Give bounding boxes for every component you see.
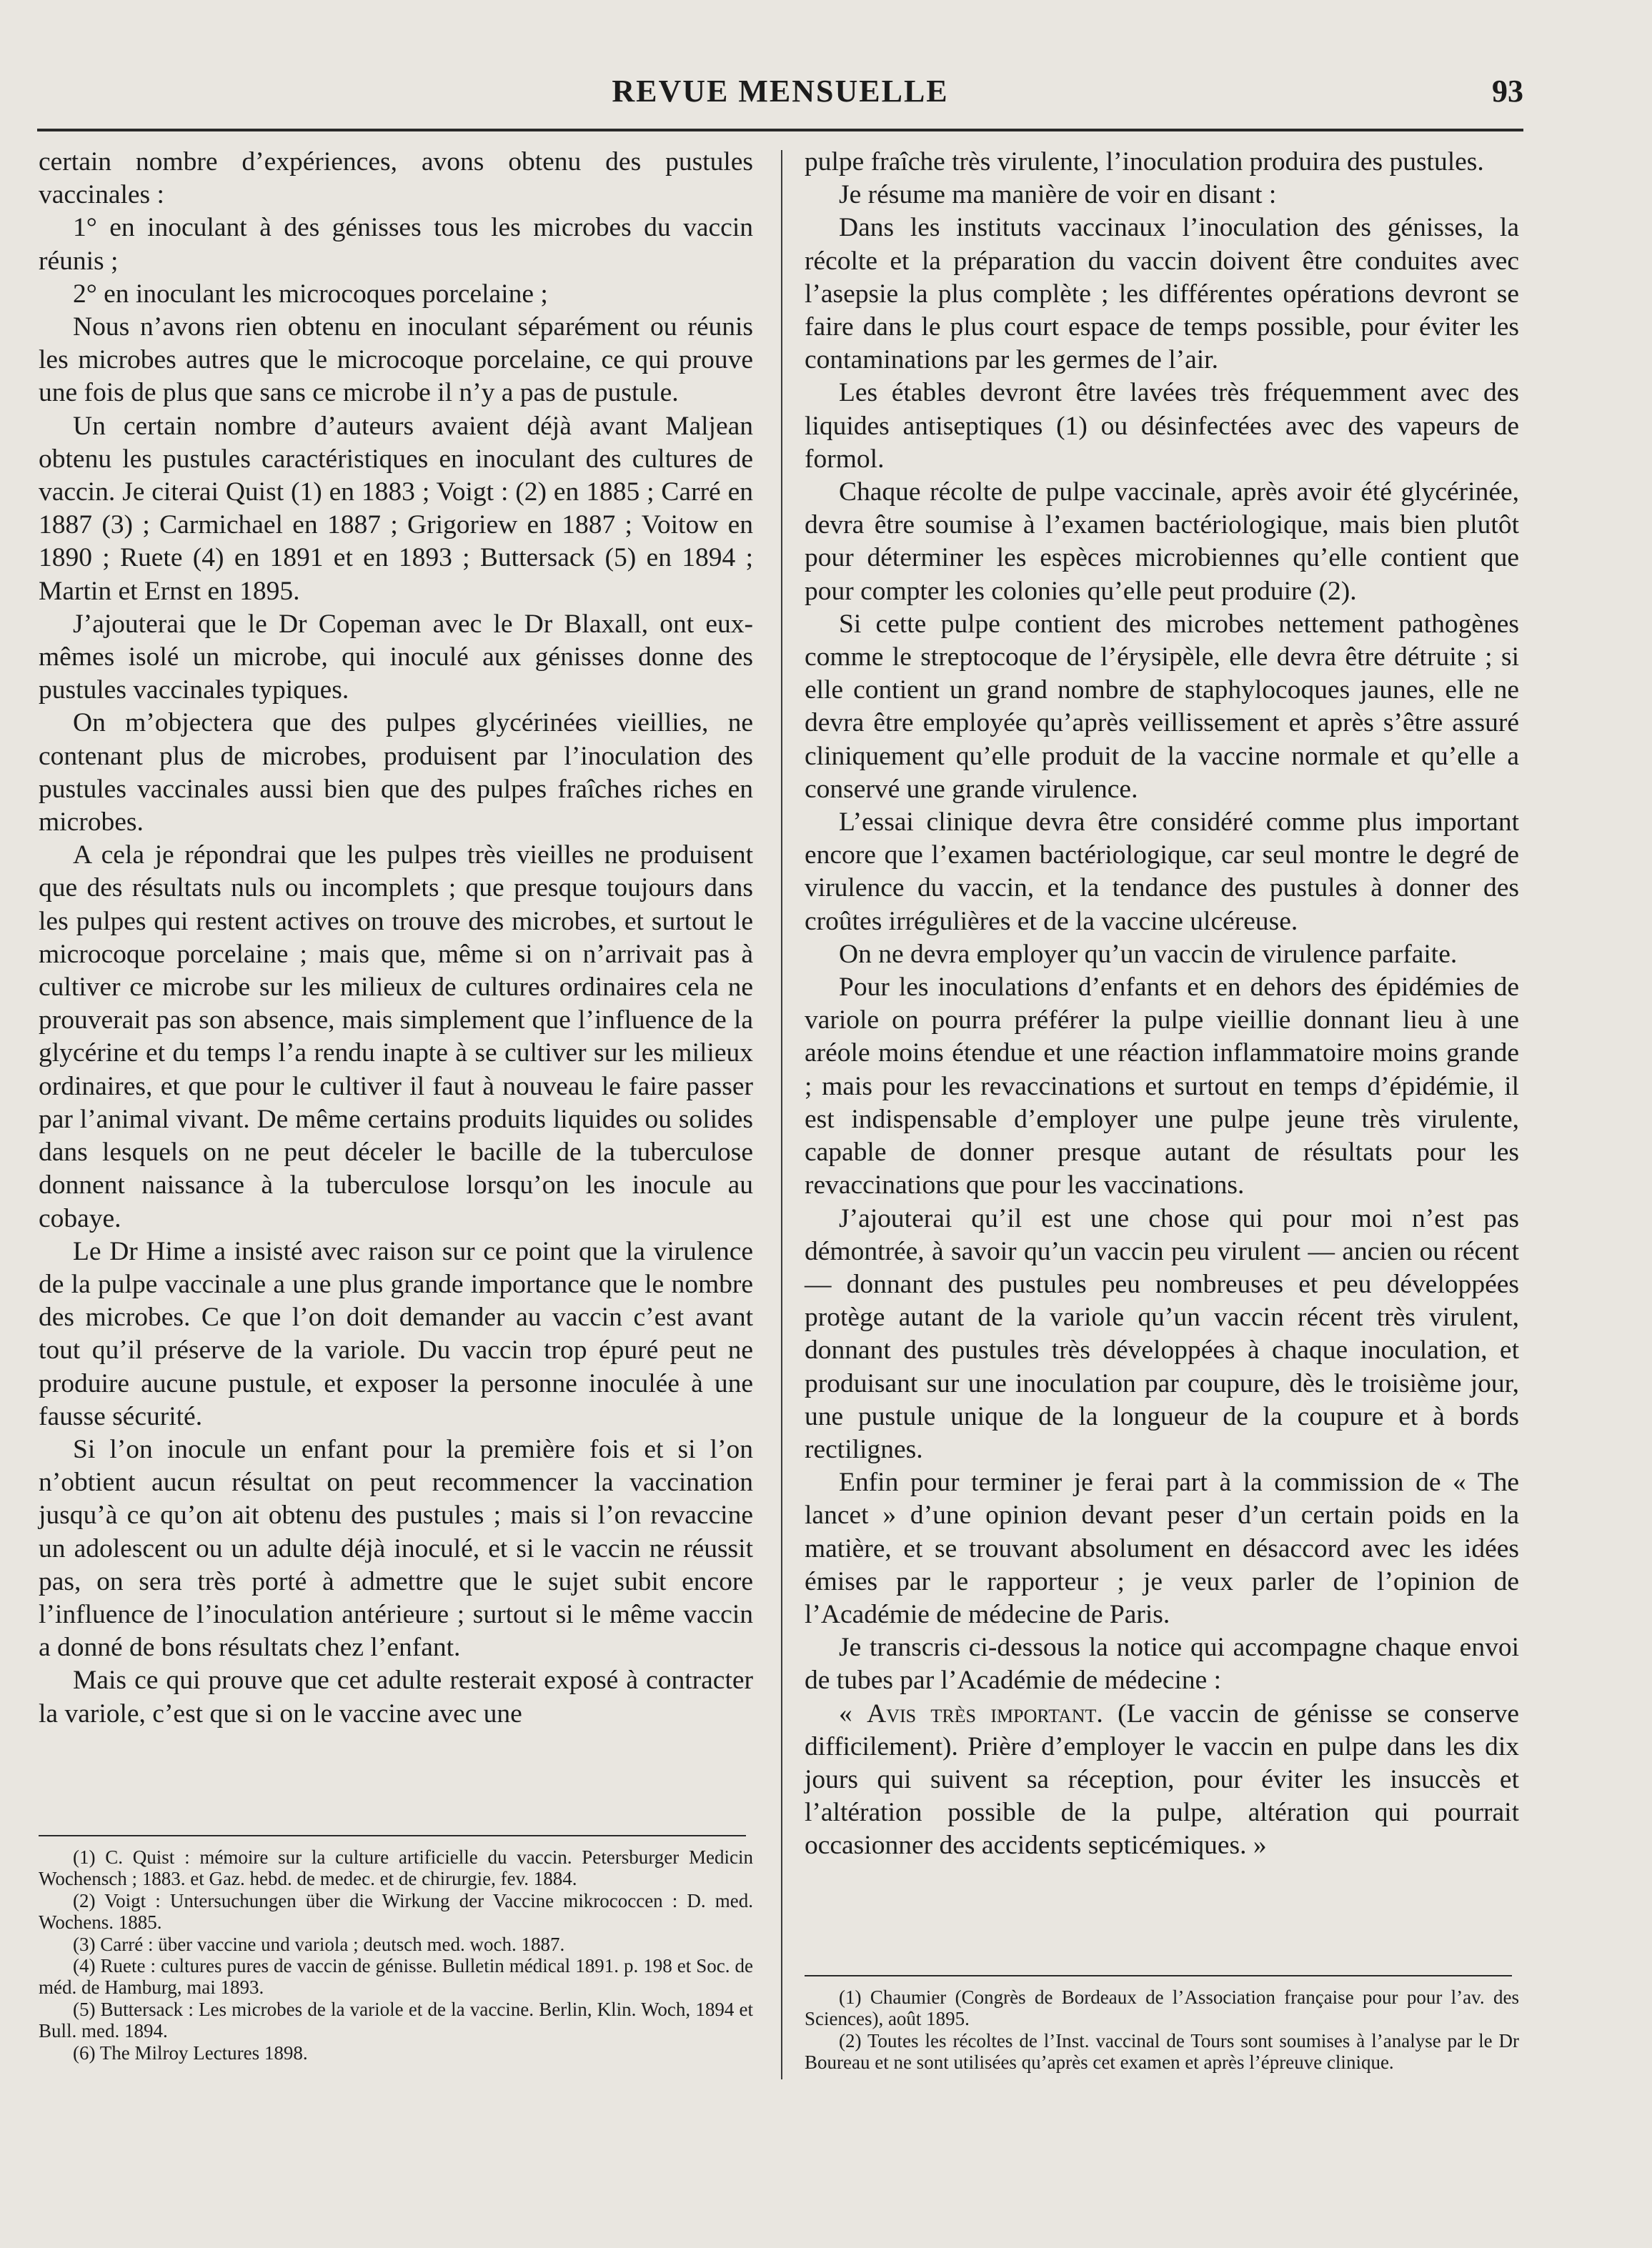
column-separator [781, 150, 782, 2079]
footnotes-right [805, 1986, 1519, 2074]
header-rule [37, 129, 1523, 131]
running-title: REVUE MENSUELLE [612, 74, 949, 109]
page-number: 93 [1492, 74, 1523, 109]
paragraph: certain nombre d’expériences, avons obtenu des pustules vaccinales : [39, 147, 753, 210]
notice-open: « [839, 1699, 867, 1729]
paragraph: Je transcris ci-dessous la notice qui accompagne chaque envoi de tubes par l’Académie de médecine : [805, 1633, 1519, 1696]
paragraph: Dans les instituts vaccinaux l’inoculation des génisses, la récolte et la préparation du vaccin doivent être conduites avec l’asepsie la plus complète ; les différentes opérations devront se faire dans le plus court espace de temps possible, pour éviter les contaminations par les germes de l’air. [805, 213, 1519, 375]
footnote: (1) C. Quist : mémoire sur la culture artificielle du vaccin. Petersburger Medicin Wochensch ; 1883. et Gaz. hebd. de medec. et de chirurgie, fev. 1884. [39, 1846, 753, 1890]
paragraph: L’essai clinique devra être considéré comme plus important encore que l’examen bactériologique, car seul montre le degré de virulence du vaccin, et la tendance des pustules à donner des croûtes irrégulières et de la vaccine ulcéreuse. [805, 807, 1519, 936]
paragraph: Si l’on inocule un enfant pour la première fois et si l’on n’obtient aucun résultat on peut recommencer la vaccination jusqu’à ce qu’on ait obtenu des pustules ; mais si l’on revaccine un adolescent ou un adulte déjà inoculé, et si le vaccin ne réussit pas, on sera très porté à admettre que le sujet subit encore l’influence de l’inoculation antérieure ; surtout si le même vaccin a donné de bons résultats chez l’enfant. [39, 1434, 753, 1663]
paragraph: On ne devra employer qu’un vaccin de virulence parfaite. [839, 939, 1458, 969]
notice-text: . (Le vaccin de génisse se conserve difficilement). Prière d’employer le vaccin en pulpe dans les dix jours qui suivent sa réception, pour éviter les insuccès et l’altération possible de la pulpe, altération qui pourrait occasionner des accidents septicémiques. » [805, 1699, 1520, 1861]
paragraph: Nous n’avons rien obtenu en inoculant séparément ou réunis les microbes autres que le microcoque porcelaine, ce qui prouve une fois de plus que sans ce microbe il n’y a pas de pustule. [39, 312, 753, 408]
paragraph: A cela je répondrai que les pulpes très vieilles ne produisent que des résultats nuls ou incomplets ; que presque toujours dans les pulpes qui restent actives on trouve des microbes, et surtout le microcoque porcelaine ; mais que, même si on n’arrivait pas à cultiver ce microbe sur les milieux de cultures ordinaires cela ne prouverait pas son absence, mais simplement que l’influence de la glycérine et du temps l’a rendu inapte à se cultiver sur les milieux ordinaires, et que pour le cultiver il faut à nouveau le faire passer par l’animal vivant. De même certains produits liquides ou solides dans lesquels on ne peut déceler le bacille de la tuberculose donnent naissance à la tuberculose lorsqu’on les inocule au cobaye. [39, 840, 753, 1233]
paragraph: Mais ce qui prouve que cet adulte resterait exposé à contracter la variole, c’est que si on le vaccine avec une [39, 1666, 753, 1729]
paragraph: Si cette pulpe contient des microbes nettement pathogènes comme le streptocoque de l’érysipèle, elle devra être détruite ; si elle contient un grand nombre de staphylocoques jaunes, elle ne devra être employée qu’après veillissement et après s’être assuré cliniquement qu’elle produit de la vaccine normale et qu’elle a conservé une grande virulence. [805, 609, 1519, 804]
footnote-rule-left [39, 1835, 746, 1836]
footnotes-left [39, 1846, 753, 2064]
paragraph: Pour les inoculations d’enfants et en dehors des épidémies de variole on pourra préférer la pulpe vieillie donnant lieu à une aréole moins étendue et une réaction inflammatoire moins grande ; mais pour les revaccinations et surtout en temps d’épidémie, il est indispensable d’employer une pulpe jeune très virulente, capable de donner presque autant de résultats pour les revaccinations que pour les vaccinations. [805, 973, 1519, 1200]
paragraph: Le Dr Hime a insisté avec raison sur ce point que la virulence de la pulpe vaccinale a une plus grande importance que le nombre des microbes. Ce que l’on doit demander au vaccin c’est avant tout qu’il préserve de la variole. Du vaccin trop épuré peut ne produire aucune pustule, et exposer la personne inoculée à une fausse sécurité. [39, 1236, 753, 1431]
footnote: (2) Toutes les récoltes de l’Inst. vaccinal de Tours sont soumises à l’analyse par le Dr Boureau et ne sont utilisées qu’après cet examen et après l’épreuve clinique. [805, 2029, 1519, 2074]
paragraph: 2° en inoculant les microcoques porcelaine ; [73, 279, 548, 309]
footnote: (2) Voigt : Untersuchungen über die Wirkung der Vaccine mikrococcen : D. med. Wochens. 1885. [39, 1889, 753, 1934]
footnote: (1) Chaumier (Congrès de Bordeaux de l’Association française pour pour l’av. des Sciences), août 1895. [805, 1986, 1519, 2030]
paragraph: Je résume ma manière de voir en disant : [839, 180, 1277, 210]
paragraph: pulpe fraîche très virulente, l’inoculation produira des pustules. [805, 147, 1484, 176]
paragraph: Enfin pour terminer je ferai part à la commission de « The lancet » d’une opinion devant peser d’un certain poids en la matière, et se trouvant absolument en désaccord avec les idées émises par le rapporteur ; je veux parler de l’opinion de l’Académie de médecine de Paris. [805, 1468, 1519, 1629]
footnote: (6) The Milroy Lectures 1898. [73, 2041, 308, 2064]
footnote: (4) Ruete : cultures pures de vaccin de génisse. Bulletin médical 1891. p. 198 et Soc. de méd. de Hamburg, mai 1893. [39, 1955, 753, 1999]
paragraph: On m’objectera que des pulpes glycérinées vieillies, ne contenant plus de microbes, produisent par l’inoculation des pustules vaccinales aussi bien que des pulpes fraîches riches en microbes. [39, 708, 753, 837]
paragraph: 1° en inoculant à des génisses tous les microbes du vaccin réunis ; [39, 213, 753, 276]
right-column [805, 146, 1519, 1863]
footnote-rule-right [805, 1975, 1512, 1976]
paragraph: Chaque récolte de pulpe vaccinale, après avoir été glycérinée, devra être soumise à l’examen bactériologique, mais bien plutôt pour déterminer les espèces microbiennes qu’elle contient que pour compter les colonies qu’elle peut produire (2). [805, 477, 1519, 606]
paragraph: Les étables devront être lavées très fréquemment avec des liquides antiseptiques (1) ou désinfectées avec des vapeurs de formol. [805, 378, 1519, 474]
notice-caps: Avis très important [867, 1699, 1097, 1729]
footnote: (5) Buttersack : Les microbes de la variole et de la vaccine. Berlin, Klin. Woch, 1894 et Bull. med. 1894. [39, 1998, 753, 2042]
academy-notice [805, 1698, 1519, 1863]
footnote: (3) Carré : über vaccine und variola ; deutsch med. woch. 1887. [73, 1933, 565, 1955]
page-header [37, 73, 1523, 124]
paragraph: Un certain nombre d’auteurs avaient déjà avant Maljean obtenu les pustules caractéristiques en inoculant des cultures de vaccin. Je citerai Quist (1) en 1883 ; Voigt : (2) en 1885 ; Carré en 1887 (3) ; Carmichael en 1887 ; Grigoriew en 1887 ; Voitow en 1890 ; Ruete (4) en 1891 et en 1893 ; Buttersack (5) en 1894 ; Martin et Ernst en 1895. [39, 411, 753, 606]
paragraph: J’ajouterai que le Dr Copeman avec le Dr Blaxall, ont eux-mêmes isolé un microbe, qui inoculé aux génisses donne des pustules vaccinales typiques. [39, 609, 753, 705]
left-column [39, 146, 753, 1731]
paragraph: J’ajouterai qu’il est une chose qui pour moi n’est pas démontrée, à savoir qu’un vaccin peu virulent — ancien ou récent — donnant des pustules peu nombreuses et peu développées protège autant de la variole qu’un vaccin récent très virulent, donnant des pustules très développées à chaque inoculation, et produisant sur une inoculation par coupure, dès le troisième jour, une pustule unique de la longueur de la coupure et à bords rectilignes. [805, 1203, 1519, 1464]
